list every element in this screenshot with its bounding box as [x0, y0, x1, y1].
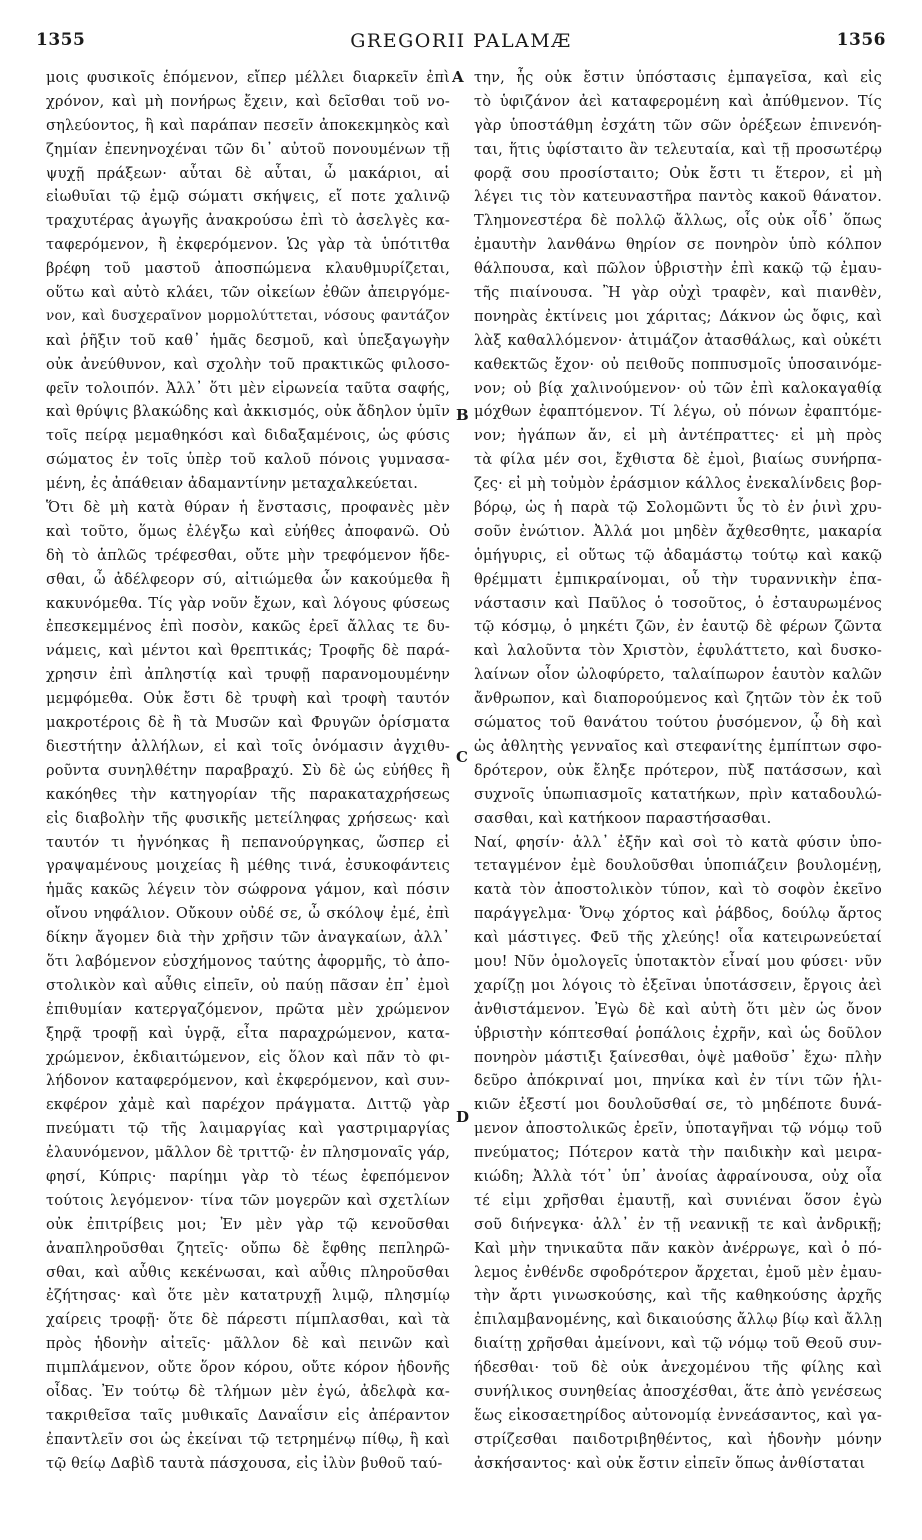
text-line: τέ εἰμι χρῆσθαι ἐμαυτῇ, καὶ συνιέναι ὅσον ἐγὼ	[474, 1191, 882, 1209]
text-line: χρώμενον, ἐκδιαιτώμενον, εἰς ὅλον καὶ πᾶν τὸ φι-	[46, 1048, 450, 1066]
text-line: διεστήτην ἀλλήλων, εἰ καὶ τοῖς ὀνόμασιν ἀγχιθυ-	[46, 737, 450, 755]
text-line: καὶ ῥῆξιν τοῦ καθ᾽ ἡμᾶς δεσμοῦ, καὶ ὑπεξαγωγὴν	[46, 331, 450, 349]
text-line: παράγγελμα· Ὄνῳ χόρτος καὶ ῥάβδος, δούλῳ ἄρτος	[474, 905, 882, 923]
text-line: νάμεις, καὶ μέντοι καὶ θρεπτικάς; Τροφῆς δὲ παρά-	[46, 642, 450, 660]
text-line: μοις φυσικοῖς ἑπόμενον, εἴπερ μέλλει διαρκεῖν ἐπὶ	[46, 69, 450, 86]
text-line: οὐκ ἀνεύθυνον, καὶ σχολὴν τοῦ πρακτικῶς φιλοσο-	[46, 355, 450, 373]
text-line: Ὅτι δὲ μὴ κατὰ θύραν ἡ ἔνστασις, προφανὲς μὲν	[46, 499, 450, 517]
margin-letter-b: B	[456, 406, 469, 424]
text-line: συνήλικος συνηθείας ἀποσχέσθαι, ἅτε ἀπὸ γενέσεως	[474, 1382, 882, 1400]
text-line: μου! Νῦν ὁμολογεῖς ὑποτακτὸν εἶναί μου φύσει· νῦν	[474, 952, 882, 970]
text-line: ξηρᾷ τροφῇ καὶ ὑγρᾷ, εἶτα παραχρώμενον, κατα-	[46, 1024, 450, 1042]
text-line: μόχθων ἐφαπτόμενον. Τί λέγω, οὐ πόνων ἐφαπτόμε-	[474, 403, 882, 421]
text-line: οἴνου νηφάλιον. Οὔκουν οὐδέ σε, ὦ σκόλοψ ἐμέ, ἐπὶ	[46, 905, 450, 923]
text-line: πνεύματι τῷ τῆς λαιμαργίας καὶ γαστριμαργίας	[46, 1120, 450, 1138]
text-line: ται, ἥτις ὑφίσταιτο ἂν τελευταία, καὶ τῇ προσωτέρῳ	[474, 140, 882, 158]
text-line: σώματος ἐν τοῖς ὑπὲρ τοῦ καλοῦ πόνοις γυμνασα-	[46, 451, 450, 469]
text-line: ἡμᾶς κακῶς λέγειν τὸν σώφρονα γάμον, καὶ πόσιν	[46, 881, 450, 899]
text-line: φησί, Κύπρις· παρίημι γὰρ τὸ τέως ἐφεπόμενον	[46, 1167, 450, 1185]
text-line: εἰωθυῖαι τῷ ἐμῷ σώματι σκήψεις, εἴ ποτε χαλινῷ	[46, 188, 450, 206]
page-number-right: 1356	[836, 30, 886, 50]
text-line: χρησιν ἐπὶ ἀπληστίᾳ καὶ τρυφῇ παρανομουμένην	[46, 666, 450, 684]
text-line: δὴ τὸ ἁπλῶς τρέφεσθαι, οὔτε μὴν τρεφόμενον ἥδε-	[46, 546, 450, 564]
text-line: βρέφη τοῦ μαστοῦ ἀποσπώμενα κλαυθμυρίζεται,	[46, 260, 450, 278]
text-line: λήδονον καταφερόμενον, καὶ ἐκφερόμενον, καὶ συν-	[46, 1072, 450, 1090]
text-line: σασθαι, καὶ κατήκοον παραστήσασθαι.	[474, 809, 772, 827]
text-line: τραχυτέρας ἀγωγῆς ἀνακρούσω ἐπὶ τὸ ἀσελγὲς κα-	[46, 212, 450, 230]
text-line: εκφέρον χἀμὲ καὶ παρέχον πράγματα. Διττῷ γὰρ	[46, 1096, 450, 1114]
text-line: ἐπεσκεμμένος ἐπὶ ποσὸν, κακῶς ἐρεῖ ἄλλας τε δυ-	[46, 618, 450, 636]
text-line: σώματος τοῦ θανάτου τούτου ῥυσόμενον, ᾧ δὴ καὶ	[474, 714, 882, 732]
text-line: τῷ θείῳ Δαβὶδ ταυτὰ πάσχουσα, εἰς ἰλὺν βυθοῦ ταύ-	[46, 1454, 443, 1472]
text-line: μενον ἀποστολικῶς ἐρεῖν, ὑποταγῆναι τῷ νόμῳ τοῦ	[474, 1120, 882, 1138]
text-line: γὰρ ὑποστάθμη ἐσχάτη τῶν σῶν ὀρέξεων ἐπινενόη-	[474, 116, 882, 134]
text-line: καὶ θρύψις βλακώδης καὶ ἀκκισμός, οὐκ ἄδηλον ὑμῖν	[46, 403, 450, 421]
text-line: μένη, ἐς ἀπάθειαν ἀδαμαντίνην μεταχαλκεύεται.	[46, 475, 419, 493]
text-line: φορᾷ σου προσίσταιτο; Οὐκ ἔστι τι ἕτερον, εἰ μὴ	[474, 164, 882, 182]
text-line: την, ἧς οὐκ ἔστιν ὑπόστασις ἐμπαγεῖσα, καὶ εἰς	[474, 69, 882, 86]
text-line: θάλπουσα, καὶ πῶλον ὑβριστὴν ἐπὶ κακῷ τῷ ἐμαυ-	[474, 260, 882, 278]
page-number-left: 1355	[36, 30, 86, 50]
text-line: ἐλαυνόμενον, μᾶλλον δὲ τριττῷ· ἐν πλησμοναῖς γάρ,	[46, 1144, 450, 1162]
text-line: ήδεσθαι· τοῦ δὲ οὐκ ἀνεχομένου τῆς φίλης καὶ	[474, 1359, 882, 1377]
text-line: τὰ φίλα μέν σοι, ἔχθιστα δὲ ἐμοὶ, βιαίως συνήρπα-	[474, 451, 882, 469]
text-line: δεῦρο ἀπόκριναί μοι, πηνίκα καὶ ἐν τίνι τῶν ἡλι-	[474, 1072, 882, 1090]
text-line: ἀσκήσαντος· καὶ οὐκ ἔστιν εἰπεῖν ὅπως ἀνθίσταται	[474, 1454, 866, 1472]
text-line: ἀνθιστάμενον. Ἐγὼ δὲ καὶ αὐτὴ ὅτι μὲν ὡς ὄνον	[474, 1000, 882, 1018]
text-line: ἐπιλαμβανομένης, καὶ δικαιούσης ἄλλῳ βίῳ καὶ ἄλλῃ	[474, 1311, 882, 1329]
text-line: λέγει τις τὸν κατευναστῆρα παντὸς κακοῦ θάνατον.	[474, 188, 882, 206]
text-line: ἐπαντλεῖν σοι ὡς ἐκείναι τῷ τετρημένῳ πίθῳ, ἢ καὶ	[46, 1430, 450, 1448]
text-line: τακριθεῖσα ταῖς μυθικαῖς Δαναΐσιν εἰς ἀπέραντον	[46, 1406, 450, 1424]
text-line: σηλεύοντος, ἢ καὶ παράπαν πεσεῖν ἀποκεκμηκὸς καὶ	[46, 116, 450, 134]
text-line: κιώδη; Ἀλλὰ τότ᾽ ὑπ᾽ ἀνοίας ἀφραίνουσα, οὐχ οἷα	[474, 1167, 882, 1185]
text-line: πιμπλάμενον, οὔτε ὅρον κόρου, οὔτε κόρον ἡδονῆς	[46, 1359, 450, 1377]
text-line: Ναί, φησίν· ἀλλ᾽ ἐξῆν καὶ σοὶ τὸ κατὰ φύσιν ὑπο-	[474, 833, 882, 851]
text-line: βόρῳ, ὡς ἡ παρὰ τῷ Σολομῶντι ὗς τὸ ἐν ῥινὶ χρυ-	[474, 499, 882, 517]
text-line: ἐμαυτὴν λανθάνω θηρίον σε πονηρὸν ὑπὸ κόλπον	[474, 236, 882, 254]
text-line: κακυνόμεθα. Τίς γὰρ νοῦν ἔχων, καὶ λόγους φύσεως	[46, 594, 450, 612]
text-line: στολικὸν καὶ αὖθις εἰπεῖν, οὐ παύῃ πᾶσαν ἐπ᾽ ἐμοὶ	[46, 976, 450, 994]
text-line: ζημίαν ἐπενηνοχέναι τῶν δι᾽ αὐτοῦ πονουμένων τῇ	[46, 140, 450, 158]
text-line: ταφερόμενον, ἢ ἐκφερόμενον. Ὡς γὰρ τὰ ὑπότιτθα	[46, 236, 450, 254]
text-line: λὰξ καθαλλόμενον· ἀτιμάζον ἀτασθάλως, καὶ οὐκέτι	[474, 331, 882, 349]
text-line: ὅτι λαβόμενον εὐσχήμονος ταύτης ἀφορμῆς, τὸ ἀπο-	[46, 952, 450, 970]
text-line: ταυτόν τι ἠγνόηκας ἢ πεπανούργηκας, ὥσπερ εἰ	[46, 833, 450, 851]
margin-letter-c: C	[456, 748, 468, 766]
text-line: τῆς πιαίνουσα. Ἢ γὰρ οὐχὶ τραφὲν, καὶ πιανθὲν,	[474, 284, 882, 302]
text-line: σοῦν ἐνώτιον. Ἀλλά μοι μηδὲν ἄχθεσθητε, μακαρία	[474, 522, 882, 540]
text-line: Καὶ μὴν τηνικαῦτα πᾶν κακὸν ἀνέρρωγε, καὶ ὁ πό-	[474, 1239, 882, 1257]
text-line: οἶδας. Ἐν τούτῳ δὲ τλήμων μὲν ἐγώ, ἀδελφὰ κα-	[46, 1382, 450, 1400]
text-line: ζες· εἰ μὴ τοὐμὸν ἐράσμιον κάλλος ἐνεκαλίνδεις βορ-	[474, 475, 882, 493]
text-line: λεμος ἐνθένδε σφοδρότερον ἄρχεται, ἐμοῦ μὲν ἐμαυ-	[474, 1263, 882, 1281]
text-line: κιῶν ἐξεστί μοι δουλοῦσθαί σε, τὸ μηδέποτε δυνά-	[474, 1096, 882, 1114]
text-line: δίκην ἄγομεν διὰ τὴν χρῆσιν τῶν ἀναγκαίων, ἀλλ᾽	[46, 929, 450, 947]
running-title: GREGORII PALAMÆ	[350, 30, 572, 52]
text-line: ἕως εἰκοσαετηρίδος αὐτονομίᾳ ἐννεάσαντος, καὶ γα-	[474, 1406, 882, 1424]
text-line: χαρίζῃ μοι λόγοις τὸ ἐξεῖναι ὑποτάσσειν, ἔργοις ἀεὶ	[474, 976, 882, 994]
margin-letter-a: A	[452, 68, 464, 86]
text-line: ὡς ἀθλητὴς γενναῖος καὶ στεφανίτης ἐμπίπτων σφο-	[474, 737, 882, 755]
text-line: μακροτέροις δὲ ἢ τὰ Μυσῶν καὶ Φρυγῶν ὁρίσματα	[46, 714, 450, 732]
text-line: χρόνον, καὶ μὴ πονήρως ἔχειν, καὶ δεῖσθαι τοῦ νο-	[46, 92, 450, 110]
text-line: καὶ λαλοῦντα τὸν Χριστὸν, ἐφυλάττετο, καὶ δυσκο-	[474, 642, 882, 660]
text-line: ἐζήτησας· καὶ ὅτε μὲν κατατρυχῇ λιμῷ, πλησμίῳ	[46, 1287, 450, 1305]
text-line: κακόηθες τὴν κατηγορίαν τῆς παρακαταχρήσεως	[46, 785, 450, 803]
page-header	[36, 30, 886, 60]
text-line: νον; ἠγάπων ἄν, εἰ μὴ ἀντέπραττες· εἰ μὴ πρὸς	[474, 427, 882, 445]
text-line: τεταγμένον ἐμὲ δουλοῦσθαι ὑποπιάζειν βουλομένῃ,	[474, 857, 882, 875]
text-line: φεῖν τολοιπόν. Ἀλλ᾽ ὅτι μὲν εἰρωνεία ταῦτα σαφής,	[46, 379, 450, 397]
text-line: τοῖς πείρᾳ μεμαθηκόσι καὶ διδαξαμένοις, ὡς φύσις	[46, 427, 450, 445]
text-line: σθαι, ὦ ἀδέλφεορν σύ, αἰτιώμεθα ὧν κακούμεθα ἢ	[46, 570, 450, 588]
text-line: τὸ ὑφιζάνον ἀεὶ καταφερομένη καὶ ἀπύθμενον. Τίς	[474, 92, 882, 110]
text-line: κατὰ τὸν ἀποστολικὸν τύπον, καὶ τὸ σοφὸν ἐκεῖνο	[474, 881, 882, 899]
right-column	[474, 66, 882, 1476]
text-line: λαίνων οἷον ὠλοφύρετο, ταλαίπωρον ἑαυτὸν καλῶν	[474, 666, 882, 684]
text-line: τὴν ἄρτι γινωσκούσης, καὶ τῆς καθηκούσης ἀρχῆς	[474, 1287, 882, 1305]
text-line: εἰς διαβολὴν τῆς φυσικῆς μετείληφας χρήσεως· καὶ	[46, 809, 450, 827]
text-line: καθεκτῶς ἔχον· οὐ πειθοῦς ποππυσμοῖς ὑποσαινόμε-	[474, 355, 882, 373]
margin-letter-d: D	[456, 1108, 470, 1126]
text-line: καὶ μάστιγες. Φεῦ τῆς χλεύης! οἷα κατειρωνεύεταί	[474, 929, 882, 947]
text-line: ροῦντα συνηλθέτην παραβραχύ. Σὺ δὲ ὡς εὐήθες ἢ	[46, 761, 450, 779]
text-line: ψυχῇ πράξεων· αὗται δὲ αὗται, ὦ μακάριοι, αἱ	[46, 164, 450, 182]
text-line: σοῦ διήνεγκα· ἀλλ᾽ ἐν τῇ νεανικῇ τε καὶ ἀνδρικῇ;	[474, 1215, 882, 1233]
text-line: πρὸς ἡδονὴν αἰτεῖς· μᾶλλον δὲ καὶ πεινῶν καὶ	[46, 1335, 450, 1353]
text-line: χαίρεις τροφῇ· ὅτε δὲ πάρεστι πίμπλασθαι, καὶ τὰ	[46, 1311, 450, 1329]
text-line: νάστασιν καὶ Παῦλος ὁ τοσοῦτος, ὁ ἐσταυρωμένος	[474, 594, 882, 612]
text-line: στρίζεσθαι παιδοτριβηθέντος, καὶ ἡδονὴν μόνην	[474, 1430, 882, 1448]
text-line: ἄνθρωπον, καὶ διαπορούμενος καὶ ζητῶν τὸν ἐκ τοῦ	[474, 690, 882, 708]
text-line: ἀναπληροῦσθαι ζητεῖς· οὔπω δὲ ἔφθης πεπληρῶ-	[46, 1239, 450, 1257]
text-line: τῷ κόσμῳ, ὁ μηκέτι ζῶν, ἐν ἑαυτῷ δὲ φέρων ζῶντα	[474, 618, 882, 636]
text-line: πονηρὸν μάστιξι ξαίνεσθαι, ὀψὲ μαθοῦσ᾽ ἔχω· πλὴν	[474, 1048, 882, 1066]
text-line: σθαι, καὶ αὖθις κεκένωσαι, καὶ αὖθις πληροῦσθαι	[46, 1263, 450, 1281]
text-line: μεμφόμεθα. Οὐκ ἔστι δὲ τρυφὴ καὶ τροφὴ ταυτόν	[46, 690, 450, 708]
text-line: οὐκ ἐπιτρίβεις μοι; Ἐν μὲν γὰρ τῷ κενοῦσθαι	[46, 1215, 450, 1233]
text-line: νον; οὐ βίᾳ χαλινούμενον· οὐ τῶν ἐπὶ καλοκαγαθίᾳ	[474, 379, 882, 397]
text-line: τούτοις λεγόμενον· τίνα τῶν μογερῶν καὶ σχετλίων	[46, 1191, 450, 1209]
text-line: ὑβριστὴν κόπτεσθαί ῥοπάλοις ἐχρῆν, καὶ ὡς δοῦλον	[474, 1024, 882, 1042]
left-column	[46, 66, 450, 1476]
text-line: Τλημονεστέρα δὲ πολλῷ ἄλλως, οἷς οὐκ οἶδ᾽ ὅπως	[474, 212, 882, 230]
text-line: καὶ τοῦτο, ὅμως ἐλέγξω καὶ εὐήθες ἀποφανῶ. Οὐ	[46, 522, 450, 540]
text-line: πονηρὰς ἐκτίνεις μοι χάριτας; Δάκνον ὡς ὄφις, καὶ	[474, 307, 882, 325]
text-line: συχνοῖς ὑπωπιασμοῖς κατατήκων, πρὶν καταδουλώ-	[474, 785, 882, 803]
text-line: οὕτω καὶ αὐτὸ κλάει, τῶν οἰκείων ἐθῶν ἀπειργόμε-	[46, 284, 450, 302]
text-line: ἐπιθυμίαν κατεργαζόμενον, πρῶτα μὲν χρώμενον	[46, 1000, 450, 1018]
text-line: ὁμήγυρις, εἰ οὕτως τῷ ἀδαμάστῳ τούτῳ καὶ κακῷ	[474, 546, 882, 564]
text-line: πνεύματος; Πότερον κατὰ τὴν παιδικὴν καὶ μειρα-	[474, 1144, 882, 1162]
text-line: γραψαμένους μοιχείας ἢ μέθης τινά, ἐσυκοφάντεις	[46, 857, 450, 875]
text-line: θρέμματι ἐμπικραίνομαι, οὗ τὴν τυραννικὴν ἐπα-	[474, 570, 882, 588]
text-line: νον, καὶ δυσχεραῖνον μορμολύττεται, νόσους φαντάζον	[46, 307, 450, 324]
text-line: διαίτῃ χρῆσθαι ἀμείνονι, καὶ τῷ νόμῳ τοῦ Θεοῦ συν-	[474, 1335, 882, 1353]
text-line: δρότερον, οὐκ ἔληξε πρότερον, πὺξ πατάσσων, καὶ	[474, 761, 882, 779]
